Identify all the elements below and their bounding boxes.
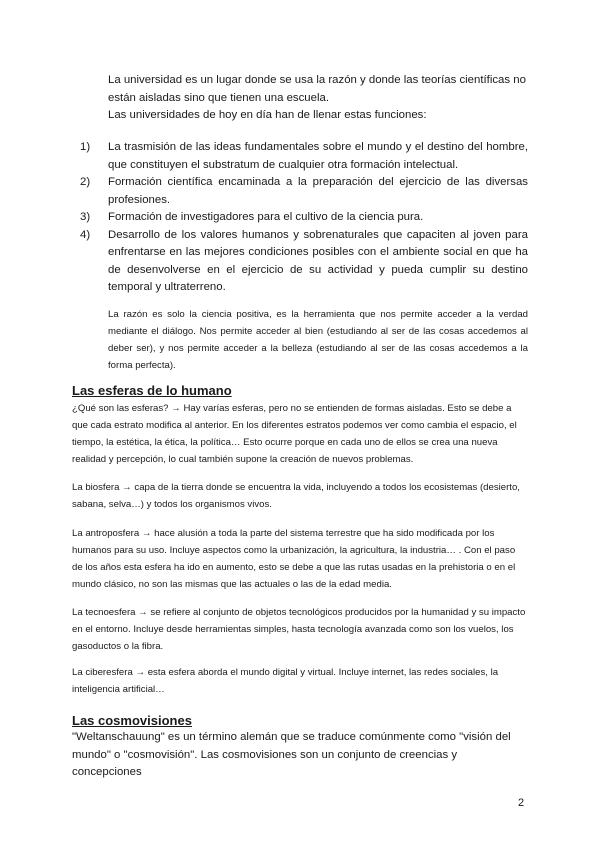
list-item [80, 227, 528, 297]
list-number: 1) [80, 141, 91, 153]
intro-paragraph: La universidad es un lugar donde se usa la razón y donde las teorías científicas no están aisladas sino que tienen una escuela. [108, 74, 526, 104]
ciberesfera-paragraph: La ciberesfera → esta esfera aborda el mundo digital y virtual. Incluye internet, las redes sociales, la inteligencia artificial… [72, 667, 499, 695]
page-number: 2 [518, 797, 525, 809]
esferas-intro-paragraph: ¿Qué son las esferas? → Hay varías esferas, pero no se entienden de formas aisladas. Esto se debe a que cada estrato modifica al anterior. En los diferentes estratos podemos ver como cambia el espacio, el tiempo, la estética, la ética, la política… Esto ocurre porque en cada uno de ellos se crea una nueva realidad y percepción, lo cual también supone la creación de nuevos problemas. [72, 403, 517, 465]
list-number: 3) [80, 211, 91, 223]
list-text: Formación científica encaminada a la preparación del ejercicio de las diversas profesiones. [108, 176, 528, 206]
list-number: 2) [80, 176, 91, 188]
list-item [80, 174, 528, 209]
list-text: La trasmisión de las ideas fundamentales sobre el mundo y el destino del hombre, que constituyen el substratum de cualquier otra formación intelectual. [108, 141, 528, 171]
list-number: 4) [80, 228, 91, 241]
esferas-heading: Las esferas de lo humano [72, 383, 232, 398]
list-item [80, 139, 528, 174]
list-text: Formación de investigadores para el cultivo de la ciencia pura. [108, 211, 424, 223]
functions-list [80, 139, 528, 297]
intro-block [108, 72, 528, 125]
tecnoesfera-paragraph: La tecnoesfera → se refiere al conjunto de objetos tecnológicos producidos por la humanidad y su impacto en el entorno. Incluye desde herramientas simples, hasta tecnología avanzada como son los vuelos, los gasoductos o la fibra. [72, 607, 526, 652]
cosmovisiones-paragraph: "Weltanschauung" es un término alemán que se traduce comúnmente como "visión del mundo" o "cosmovisión". Las cosmovisiones son un conjunto de creencias y concepciones [72, 731, 511, 778]
cosmovisiones-heading: Las cosmovisiones [72, 713, 192, 728]
list-text: Desarrollo de los valores humanos y sobrenaturales que capaciten al joven para enfrentarse en las mejores condiciones posibles con el ambiente social en que ha de desenvolverse en el ejercicio de su actividad y pueda cumplir su destino temporal y ultraterreno. [108, 228, 528, 293]
antroposfera-paragraph: La antroposfera → hace alusión a toda la parte del sistema terrestre que ha sido modificada por los humanos para su uso. Incluye aspectos como la urbanización, la agricultura, la industria… . Con el paso de los años esta esfera ha ido en aumento, esto se debe a que las rutas usadas en la prehistoria o en el mundo clásico, no son las mismas que las actuales o las de la edad media. [72, 528, 516, 590]
list-item [80, 209, 528, 227]
razon-paragraph: La razón es solo la ciencia positiva, es la herramienta que nos permite acceder a la verdad mediante el diálogo. Nos permite acceder al bien (estudiando al ser de las cosas accedemos al deber ser), y nos permite acceder a la belleza (estudiando al ser de las cosas accedemos a la forma perfecta). [108, 309, 528, 371]
biosfera-paragraph: La biosfera → capa de la tierra donde se encuentra la vida, incluyendo a todos los ecosistemas (desierto, sabana, selva…) y todos los organismos vivos. [72, 482, 520, 510]
functions-lead: Las universidades de hoy en día han de llenar estas funciones: [108, 109, 427, 121]
